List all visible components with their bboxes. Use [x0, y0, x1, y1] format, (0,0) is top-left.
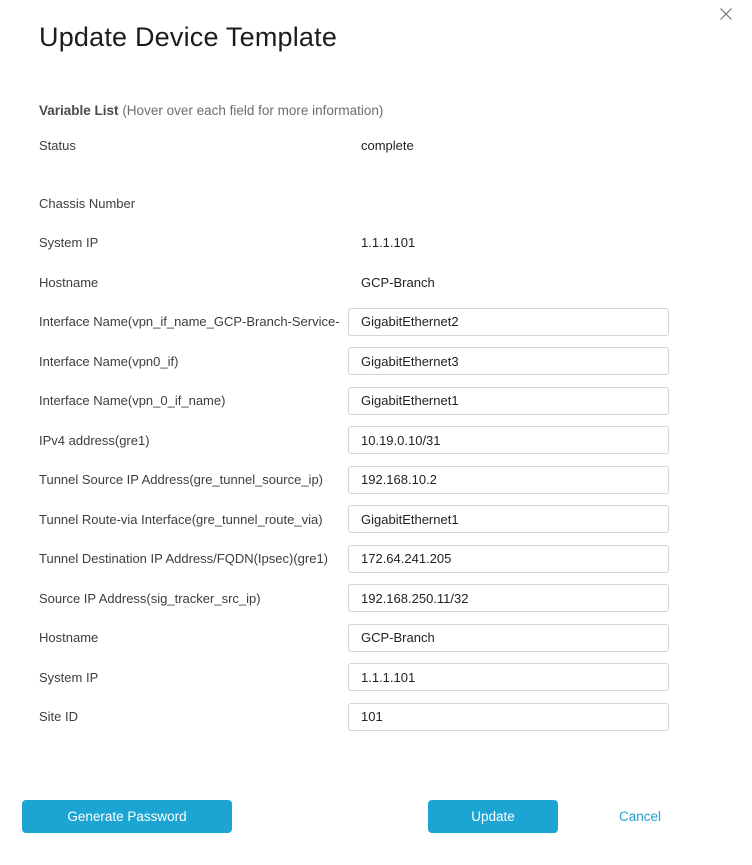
interface-name-vpn0-if-input[interactable]: [348, 347, 669, 375]
interface-name-vpn-0-if-name-label: Interface Name(vpn_0_if_name): [39, 393, 226, 408]
system-ip-readonly-value: 1.1.1.101: [361, 235, 416, 250]
row-hostname-readonly: [39, 268, 752, 296]
hostname-input[interactable]: [348, 624, 669, 652]
site-id-input[interactable]: [348, 703, 669, 731]
tunnel-route-via-interface-input[interactable]: [348, 505, 669, 533]
interface-name-vpn0-if-label: Interface Name(vpn0_if): [39, 353, 179, 369]
row-system-ip: [39, 663, 752, 691]
ipv4-address-gre1-input[interactable]: [348, 426, 669, 454]
ipv4-address-gre1-label: IPv4 address(gre1): [39, 432, 150, 448]
row-system-ip-readonly: [39, 229, 752, 257]
hostname-readonly-label: Hostname: [39, 274, 99, 290]
dialog-footer: [0, 800, 752, 833]
interface-name-vpn-0-if-name-input[interactable]: [348, 387, 669, 415]
status-value: complete: [361, 137, 414, 153]
row-tunnel-route-via-interface: [39, 505, 752, 533]
variable-list-form: [39, 131, 752, 731]
update-button[interactable]: Update: [428, 800, 558, 833]
status-label: Status: [39, 137, 76, 153]
source-ip-address-input[interactable]: [348, 584, 669, 612]
row-interface-name-service-vpn: [39, 308, 752, 336]
generate-password-button[interactable]: Generate Password: [22, 800, 232, 833]
tunnel-destination-ip-label: Tunnel Destination IP Address/FQDN(Ipsec)(gre1): [39, 551, 329, 566]
row-tunnel-destination-ip: [39, 545, 752, 573]
chassis-number-label: Chassis Number: [39, 195, 136, 211]
hostname-label: Hostname: [39, 630, 99, 645]
row-interface-name-vpn-0-if-name: [39, 387, 752, 415]
tunnel-route-via-interface-label: Tunnel Route-via Interface(gre_tunnel_route_via): [39, 511, 323, 527]
row-status: [39, 131, 752, 159]
tunnel-destination-ip-input[interactable]: [348, 545, 669, 573]
tunnel-source-ip-input[interactable]: [348, 466, 669, 494]
source-ip-address-label: Source IP Address(sig_tracker_src_ip): [39, 590, 261, 606]
interface-name-service-vpn-input[interactable]: [348, 308, 669, 336]
row-chassis-number: [39, 189, 752, 217]
page-title: Update Device Template: [39, 22, 338, 52]
close-icon-glyph: [719, 7, 733, 21]
system-ip-input[interactable]: [348, 663, 669, 691]
variable-list-header: [39, 102, 752, 119]
interface-name-service-vpn-label: Interface Name(vpn_if_name_GCP-Branch-Service-: [39, 314, 340, 329]
system-ip-readonly-label: System IP: [39, 235, 99, 250]
row-source-ip-address: [39, 584, 752, 612]
site-id-label: Site ID: [39, 709, 79, 724]
variable-list-hint: (Hover over each field for more information): [122, 103, 384, 118]
row-ipv4-address-gre1: [39, 426, 752, 454]
row-interface-name-vpn0-if: [39, 347, 752, 375]
hostname-readonly-value: GCP-Branch: [361, 274, 435, 290]
variable-list-heading: Variable List: [39, 103, 119, 118]
cancel-button[interactable]: Cancel: [613, 800, 667, 833]
row-site-id: [39, 703, 752, 731]
system-ip-label: System IP: [39, 669, 99, 685]
row-hostname: [39, 624, 752, 652]
close-icon[interactable]: [718, 6, 733, 21]
tunnel-source-ip-label: Tunnel Source IP Address(gre_tunnel_source_ip): [39, 472, 324, 487]
row-tunnel-source-ip: [39, 466, 752, 494]
